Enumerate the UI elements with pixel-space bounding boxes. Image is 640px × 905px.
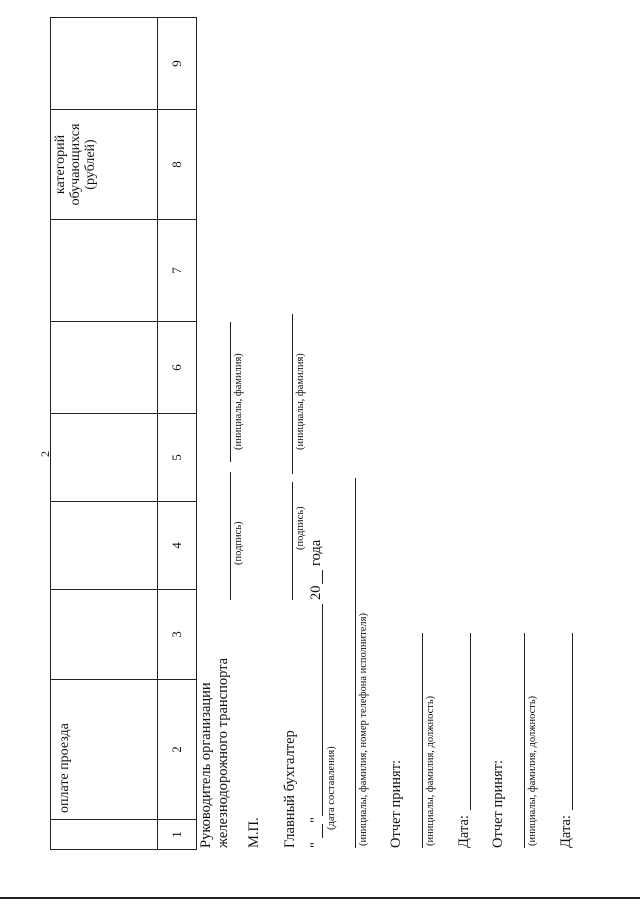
accountant-signature-line	[292, 482, 293, 600]
head-signature-caption: (подпись)	[233, 521, 244, 565]
accepted-line-2	[524, 633, 525, 848]
head-name-caption: (инициалы, фамилия)	[233, 353, 244, 450]
date-quote-open: "	[308, 842, 324, 848]
scan-bottom-border	[0, 897, 640, 899]
column-number-7: 7	[157, 220, 196, 322]
rotated-form	[50, 0, 625, 850]
header-cell-9	[51, 18, 158, 110]
head-title-line2: железнодорожного транспорта	[215, 657, 231, 848]
accepted-date-line-1	[470, 633, 471, 810]
accepted-caption-1: (инициалы, фамилия, должность)	[425, 695, 436, 846]
header-cell-8: категорий обучающихся (рублей)	[51, 110, 158, 220]
column-number-1: 1	[157, 820, 196, 850]
column-number-8: 8	[157, 110, 196, 220]
executor-caption: (инициалы, фамилия, номер телефона исполнителя)	[358, 613, 369, 846]
column-number-6: 6	[157, 322, 196, 414]
date-century: 20	[308, 585, 324, 600]
date-quote-close: "	[308, 817, 324, 823]
header-cell-1	[51, 820, 158, 850]
date-month-line	[322, 604, 323, 816]
accepted-title-1: Отчет принят:	[388, 759, 404, 848]
column-number-2: 2	[157, 680, 196, 820]
accepted-title-2: Отчет принят:	[490, 759, 506, 848]
table-number-row	[157, 18, 196, 850]
accepted-date-line-2	[572, 633, 573, 810]
date-year-line	[322, 570, 323, 584]
header-cell-2: оплате проезда	[51, 680, 158, 820]
date-year-word: года	[308, 539, 324, 566]
head-name-line	[230, 322, 231, 462]
accepted-line-1	[422, 633, 423, 848]
accountant-name-line	[292, 314, 293, 474]
header-cell-6	[51, 322, 158, 414]
accepted-caption-2: (инициалы, фамилия, должность)	[527, 695, 538, 846]
column-number-4: 4	[157, 502, 196, 590]
accepted-date-label-1: Дата:	[456, 815, 472, 848]
accountant-signature-caption: (подпись)	[295, 506, 306, 550]
header-cell-4	[51, 502, 158, 590]
column-number-3: 3	[157, 590, 196, 680]
head-title-line1: Руководитель организации	[198, 682, 214, 848]
date-caption: (дата составления)	[326, 746, 337, 830]
page-number: 2	[38, 451, 52, 457]
accepted-date-label-2: Дата:	[558, 815, 574, 848]
accountant-name-caption: (инициалы, фамилия)	[295, 353, 306, 450]
date-day-line	[322, 824, 323, 838]
chief-accountant-title: Главный бухгалтер	[282, 730, 298, 848]
header-cell-7	[51, 220, 158, 322]
table-header-row	[51, 18, 158, 850]
executor-line	[355, 478, 356, 848]
header-cell-3	[51, 590, 158, 680]
report-table	[50, 17, 197, 850]
stamp-mark: М.П.	[246, 817, 262, 848]
head-signature-line	[230, 472, 231, 600]
column-number-9: 9	[157, 18, 196, 110]
header-cell-5	[51, 414, 158, 502]
column-number-5: 5	[157, 414, 196, 502]
